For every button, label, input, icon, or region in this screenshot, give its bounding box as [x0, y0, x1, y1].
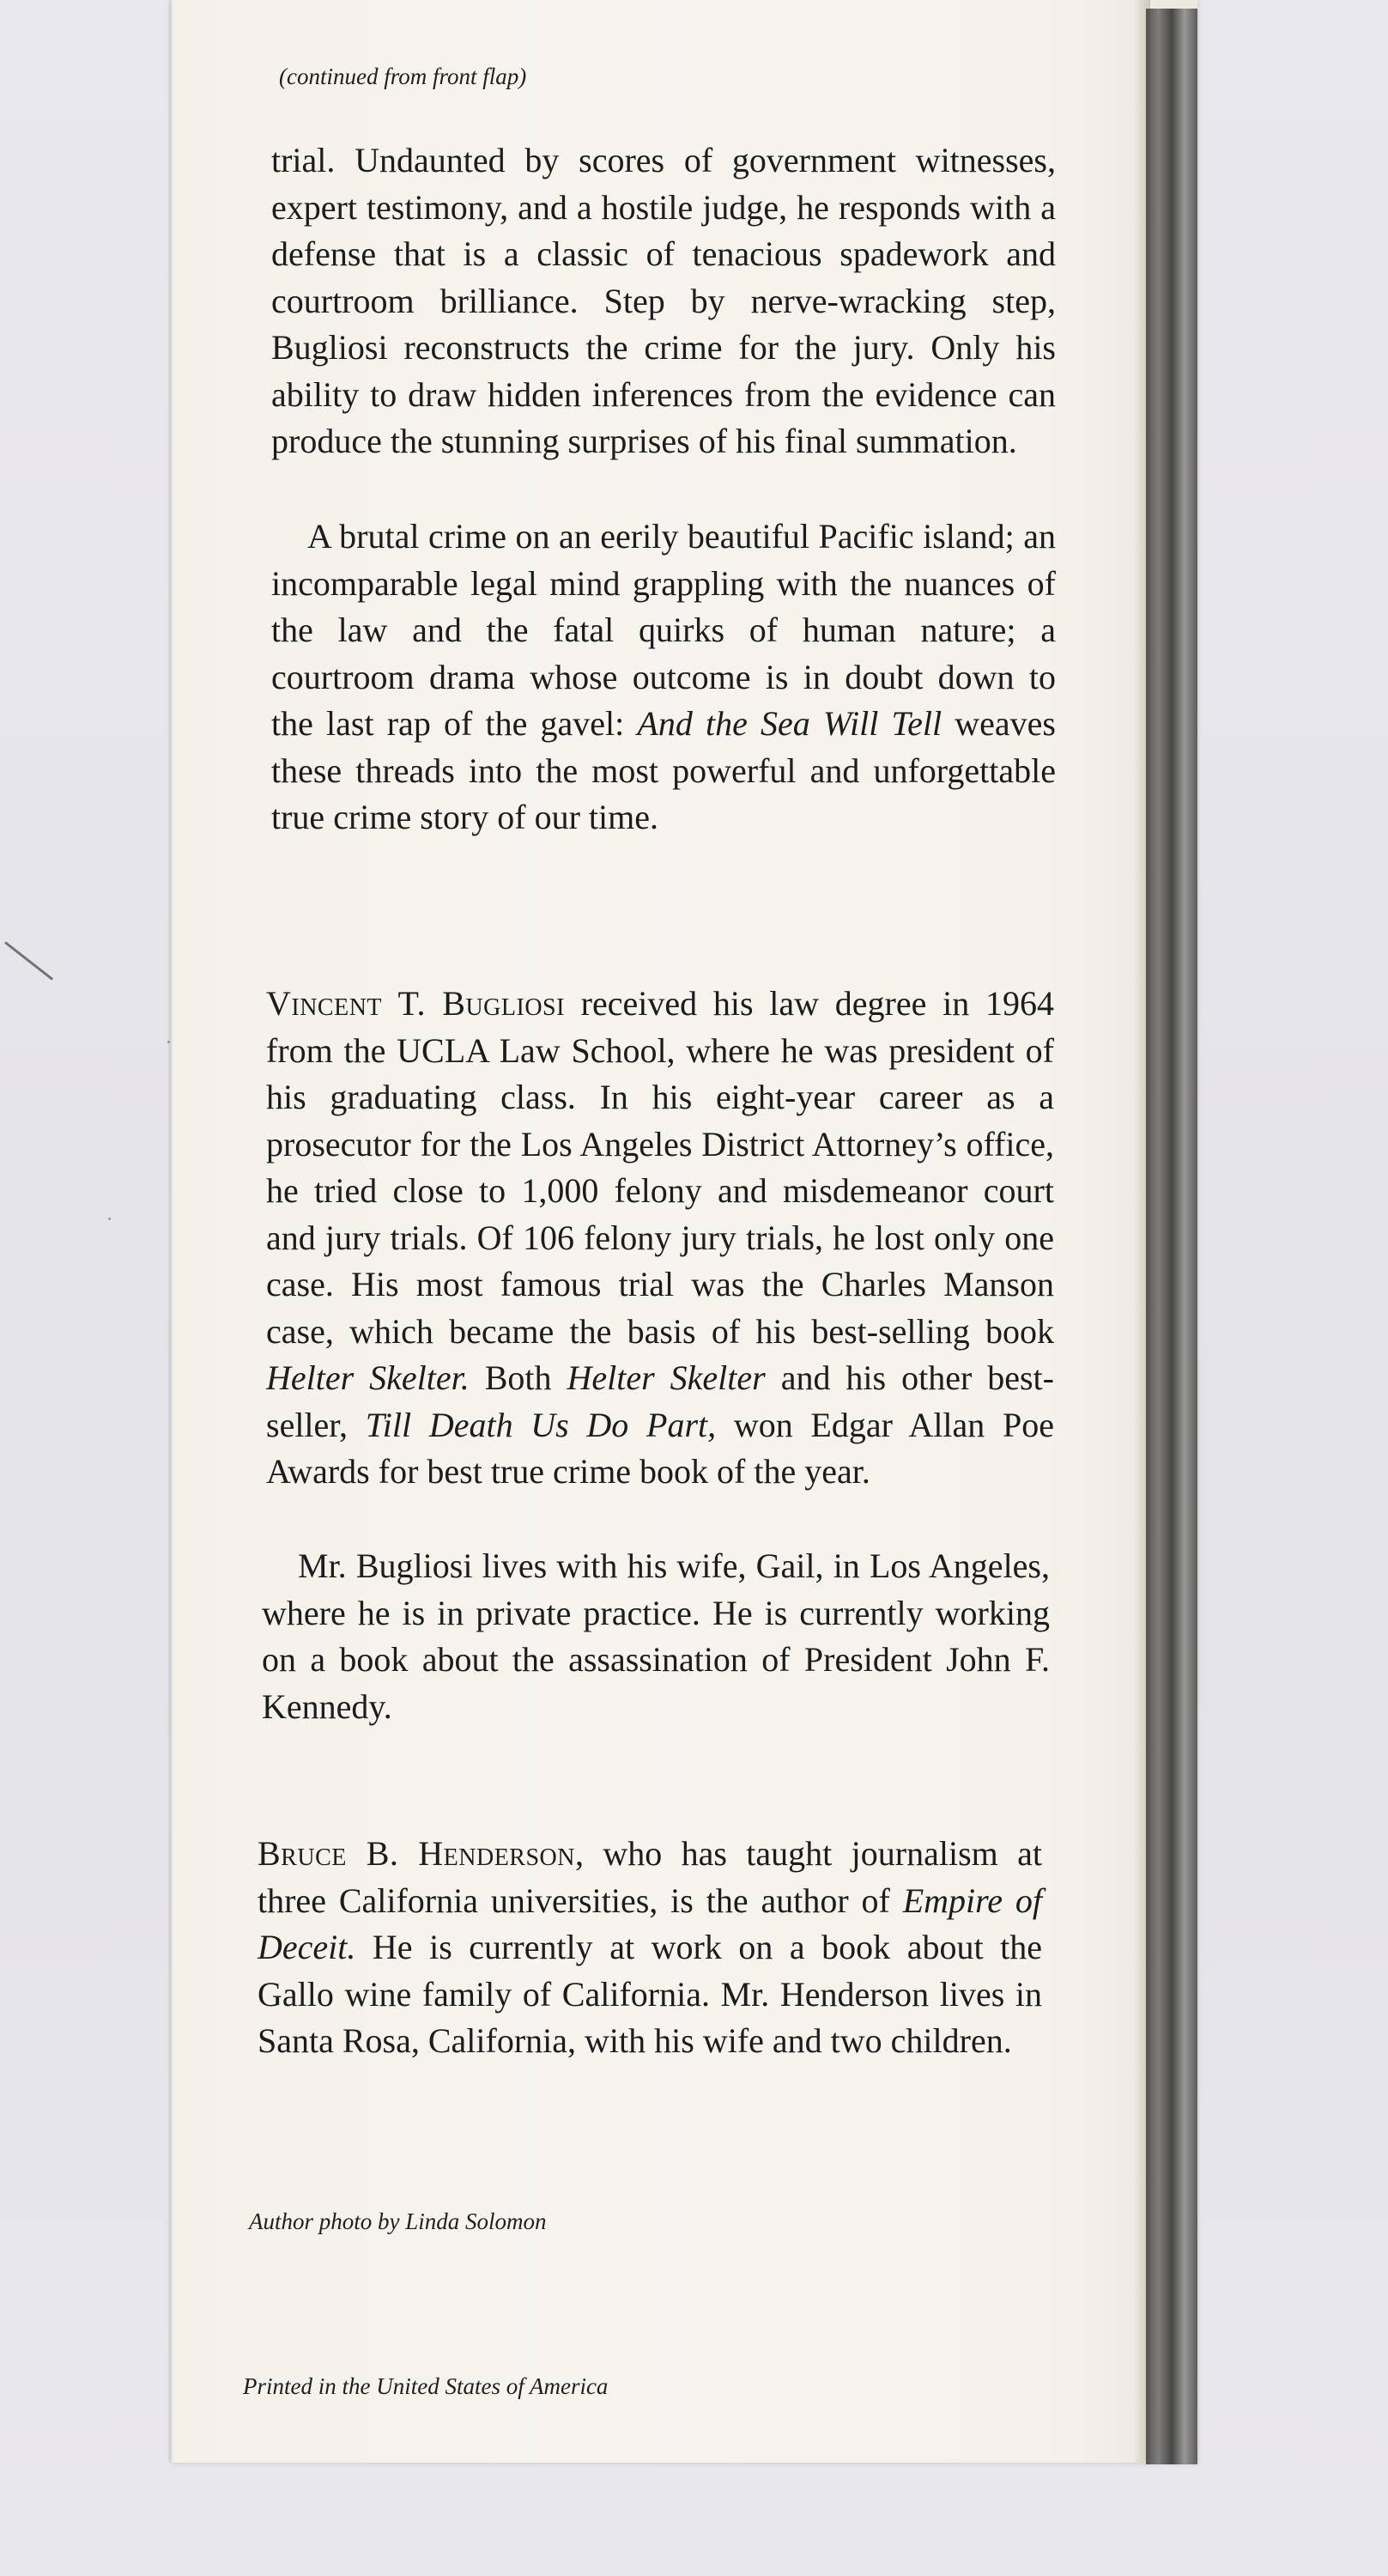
photo-credit: Author photo by Linda Solomon: [249, 2208, 547, 2234]
synopsis-paragraph-2: A brutal crime on an eerily beautiful Pacific island; an incomparable legal mind grappling with the nuances of the law and the fatal quirks of human nature; a courtroom drama whose outcome is in doubt down to the last rap of the gavel: And the Sea Will Tell weaves these threads into the most powerful and unforgettable true crime story of our time.: [271, 517, 1056, 836]
henderson-bio-paragraph: Bruce B. Henderson, who has taught journalism at three California universities, is the author of Empire of Deceit. He is currently at work on a book about the Gallo wine family of California. Mr. Henderson lives in Santa Rosa, California, with his wife and two children.: [258, 1834, 1042, 2060]
bugliosi-bio-paragraph-2: Mr. Bugliosi lives with his wife, Gail, in Los Angeles, where he is in private practice. He is currently working on a book about the assassination of President John F. Kennedy.: [262, 1546, 1050, 1726]
flap-edge-shadow: [168, 0, 175, 2463]
author-name-henderson: Bruce B. Henderson: [258, 1834, 575, 1873]
continued-note: (continued from front flap): [279, 64, 527, 89]
book-title: And the Sea Will Tell: [637, 704, 943, 743]
scan-speck: [108, 1218, 111, 1220]
book-spine-edge: [1146, 9, 1197, 2464]
bugliosi-bio-paragraph: Vincent T. Bugliosi received his law degree in 1964 from the UCLA Law School, where he was president of his graduating class. In his eight-year career as a prosecutor for the Los Angeles District Attorney’s office, he tried close to 1,000 felony and misdemeanor court and jury trials. Of 106 felony jury trials, he lost only one case. His most famous trial was the Charles Manson case, which became the basis of his best-selling book Helter Skelter. Both Helter Skelter and his other best-seller, Till Death Us Do Part, won Edgar Allan Poe Awards for best true crime book of the year.: [266, 984, 1055, 1491]
printed-in-note: Printed in the United States of America: [243, 2373, 609, 2399]
synopsis-paragraph-1: trial. Undaunted by scores of government witnesses, expert testimony, and a hostile judge, he responds with a defense that is a classic of tenacious spadework and courtroom brilliance. Step by nerve-wracking step, Bugliosi reconstructs the crime for the jury. Only his ability to draw hidden inferences from the evidence can produce the stunning surprises of his final summation.: [271, 141, 1056, 460]
author-name-bugliosi: Vincent T. Bugliosi: [266, 984, 565, 1023]
